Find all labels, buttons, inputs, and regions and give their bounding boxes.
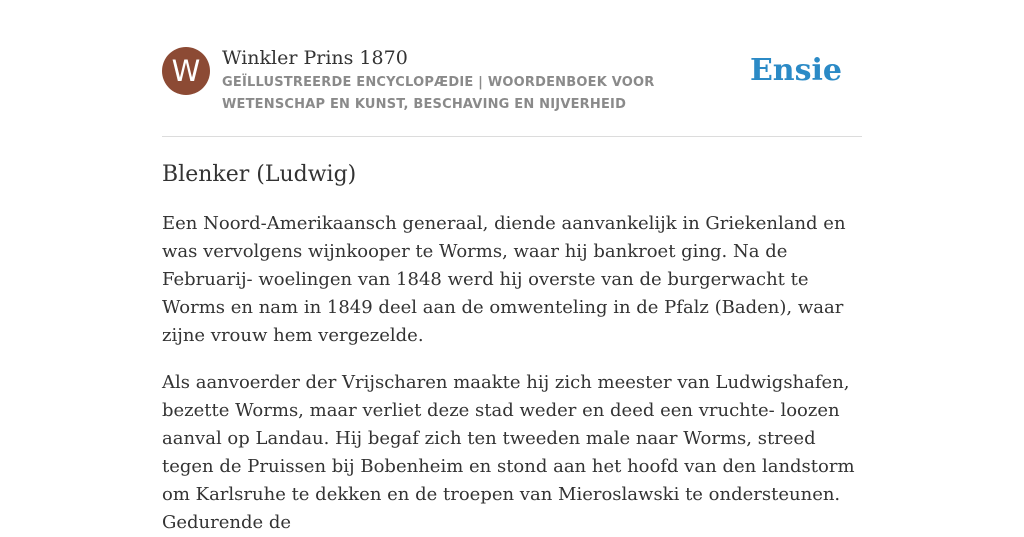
source-subtitle: GEÏLLUSTREERDE ENCYCLOPÆDIE | WOORDENBOEK VOOR WETENSCHAP EN KUNST, BESCHAVING EN NIJVERHEID [222, 75, 655, 112]
source-avatar[interactable]: W [162, 47, 210, 95]
entry-title: Blenker (Ludwig) [162, 162, 357, 187]
entry-paragraph: Als aanvoerder der Vrijscharen maakte hij zich meester van Ludwigshafen, bezette Worms, maar verliet deze stad weder en deed een vruchte- loozen aanval op Landau. Hij begaf zich ten tweeden male naar Worms, streed tegen de Pruissen bij Bobenheim en stond aan het hoofd van den landstorm om Karlsruhe te dekken en de troepen van Mieroslawski te ondersteunen. Gedurende de [162, 372, 855, 533]
ensie-logo[interactable]: Ensie [749, 53, 842, 88]
entry-paragraph: Een Noord-Amerikaansch generaal, diende aanvankelijk in Griekenland en was vervolgens wijnkooper te Worms, waar hij bankroet ging. Na de Februarij- woelingen van 1848 werd hij overste van de burgerwacht te Worms en nam in 1849 deel aan de omwenteling in de Pfalz (Baden), waar zijne vrouw hem vergezelde. [162, 213, 846, 346]
source-title[interactable]: Winkler Prins 1870 [222, 47, 408, 69]
header [162, 44, 862, 137]
entry-content [162, 158, 864, 537]
